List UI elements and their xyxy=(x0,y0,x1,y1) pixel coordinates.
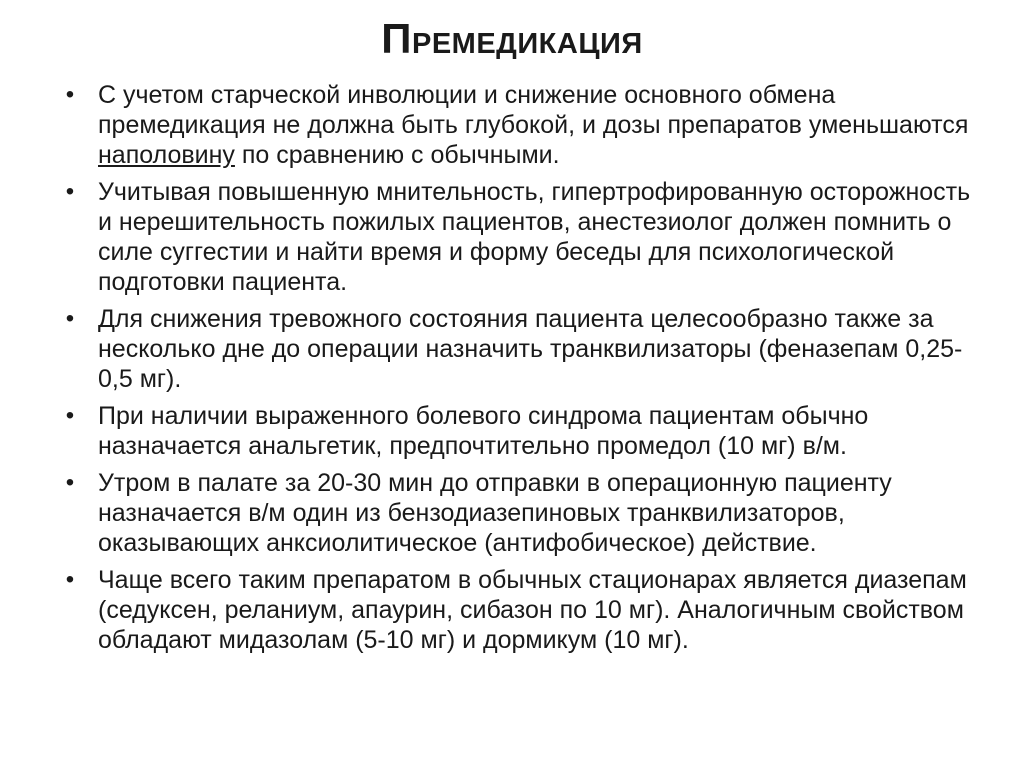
item-text: При наличии выраженного болевого синдрома пациентам обычно назначается анальгетик, предпочтительно промедол (10 мг) в/м. xyxy=(98,402,869,460)
list-item xyxy=(60,401,980,461)
list-item xyxy=(60,565,980,655)
bullet-icon: • xyxy=(65,178,75,205)
bullet-icon: • xyxy=(65,566,75,593)
bullet-icon: • xyxy=(65,402,75,429)
item-text: Учитывая повышенную мнительность, гипертрофированную осторожность и нерешительность пожилых пациентов, анестезиолог должен помнить о силе суггестии и найти время и форму беседы для психологической подготовки пациента. xyxy=(98,178,971,296)
item-text: Для снижения тревожного состояния пациента целесообразно также за несколько дне до операции назначить транквилизаторы (феназепам 0,25-0,5 мг). xyxy=(98,305,963,393)
bullet-list xyxy=(60,80,980,662)
item-text-end: по сравнению с обычными. xyxy=(234,141,560,169)
list-item xyxy=(60,177,980,297)
item-text-start: С учетом старческой инволюции и снижение основного обмена премедикация не должна быть глубокой, и дозы препаратов уменьшаются xyxy=(98,81,969,139)
bullet-icon: • xyxy=(65,81,75,108)
bullet-icon: • xyxy=(65,305,75,332)
bullet-icon: • xyxy=(65,469,75,496)
list-item xyxy=(60,80,980,170)
list-item xyxy=(60,468,980,558)
item-text: Чаще всего таким препаратом в обычных стационарах является диазепам (седуксен, реланиум, апаурин, сибазон по 10 мг). Аналогичным свойством обладают мидазолам (5-10 мг) и дормикум (10 мг). xyxy=(98,566,967,654)
page-title: Премедикация xyxy=(381,15,643,62)
list-item xyxy=(60,304,980,394)
item-text: Утром в палате за 20-30 мин до отправки в операционную пациенту назначается в/м один из бензодиазепиновых транквилизаторов, оказывающих анксиолитическое (антифобическое) действие. xyxy=(98,469,892,557)
item-text-underlined: наполовину xyxy=(98,141,235,169)
